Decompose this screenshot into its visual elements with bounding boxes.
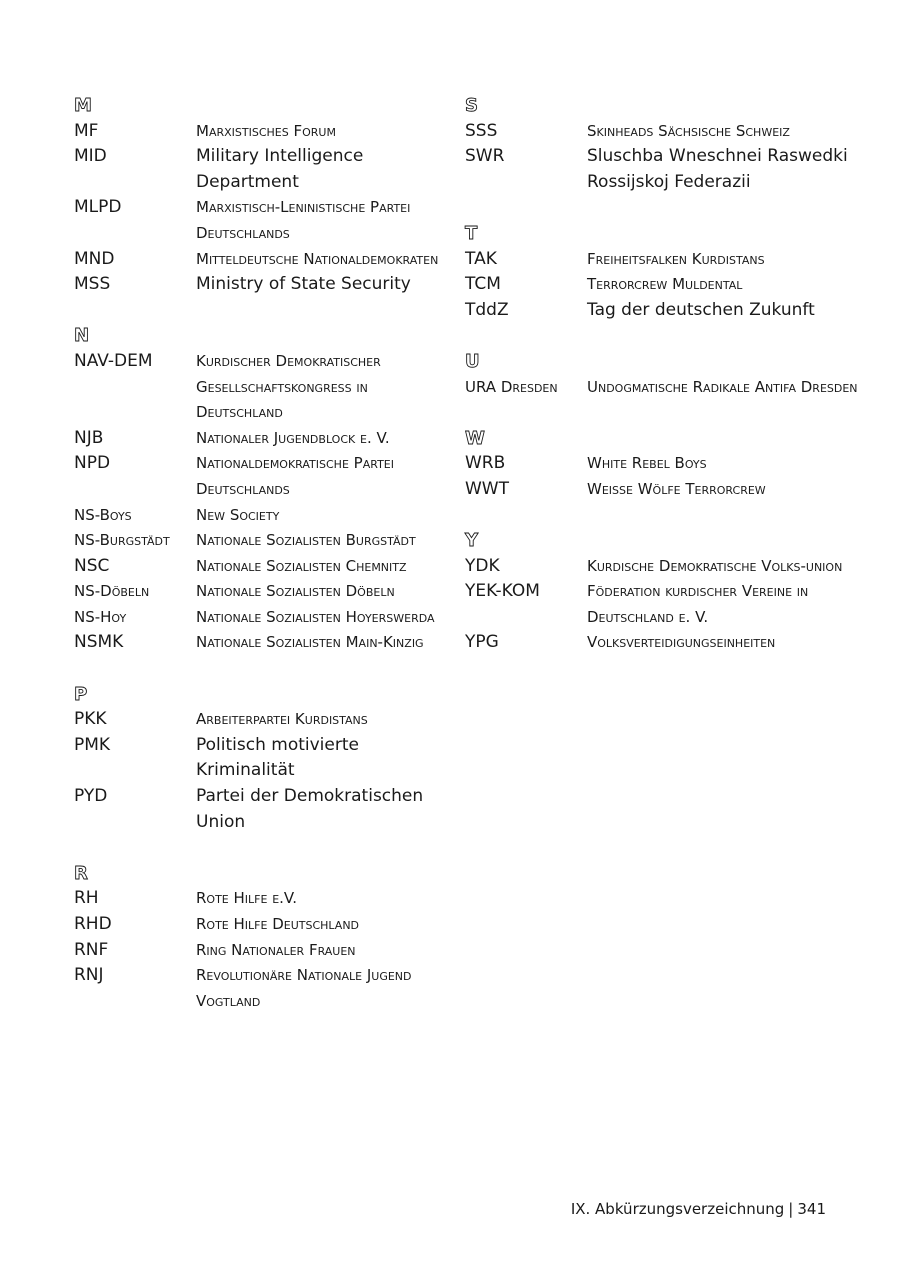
definition: White Rebel Boys (587, 454, 707, 473)
abbreviation: YPG (465, 632, 499, 653)
abbreviation-entry (465, 119, 865, 145)
abbreviation: NPD (74, 453, 111, 474)
abbreviation-entry (74, 349, 454, 426)
abbreviation: RNJ (74, 965, 104, 986)
section-y (465, 528, 865, 656)
definition: Undogmatische Radikale Antifa Dresden (587, 377, 858, 396)
definition: Nationaler Jugendblock e. V. (196, 428, 390, 447)
section-letter: T (465, 222, 478, 244)
footer-separator: | (788, 1200, 794, 1218)
definition: Ministry of State Security (196, 274, 411, 295)
page-footer (571, 1198, 826, 1220)
abbreviation: SWR (465, 146, 505, 167)
abbreviation: SSS (465, 120, 498, 141)
section-r (74, 861, 454, 1015)
chapter-title: IX. Abkürzungsverzeichnung (570, 1200, 785, 1218)
abbreviation-entry (74, 938, 454, 964)
abbreviation-entry (74, 195, 454, 246)
definition: Marxistisch-Leninistische Partei Deutschlands (196, 198, 411, 242)
section-letter: R (74, 862, 88, 884)
abbreviation-entry (465, 272, 865, 298)
definition: Arbeiterpartei Kurdistans (196, 710, 368, 729)
abbreviation-entry (74, 707, 454, 733)
section-letter: S (465, 95, 478, 116)
definition: Rote Hilfe e.V. (196, 889, 298, 908)
abbreviation-entry (74, 144, 454, 195)
definition: Nationale Sozialisten Döbeln (196, 582, 395, 601)
abbreviation: MLPD (74, 197, 122, 218)
definition: Volksverteidigungseinheiten (587, 633, 776, 652)
abbreviation: PKK (74, 709, 107, 730)
definition: Marxistisches Forum (196, 121, 336, 140)
abbreviation: MSS (74, 274, 111, 295)
abbreviation-entry (465, 247, 865, 273)
abbreviation-entry (465, 144, 865, 195)
abbreviation-entry (465, 375, 865, 401)
definition: Politisch motivierte Kriminalität (196, 734, 359, 781)
abbreviation-entry (465, 579, 865, 630)
abbreviation: YDK (465, 555, 500, 576)
definition: Nationaldemokratische Partei Deutschlands (196, 454, 394, 498)
abbreviation: MF (74, 120, 99, 141)
definition: Kurdische Demokratische Volks-union (587, 556, 843, 575)
abbreviation: YEK-KOM (465, 581, 540, 602)
abbreviation: TAK (465, 248, 497, 269)
definition: Tag der deutschen Zukunft (587, 299, 815, 320)
right-column (465, 93, 865, 656)
section-u (465, 349, 865, 400)
abbreviation: NS-Burgstädt (74, 531, 170, 550)
section-letter: P (74, 683, 88, 705)
section-letter: Y (465, 530, 479, 552)
abbreviation-entry (465, 477, 865, 503)
abbreviation: RH (74, 888, 99, 909)
abbreviation-entry (74, 579, 454, 605)
abbreviation-entry (465, 298, 865, 324)
definition: New Society (196, 505, 280, 524)
abbreviation: NS-Hoy (74, 607, 127, 626)
definition: Freiheitsfalken Kurdistans (587, 249, 765, 268)
abbreviation-entry (74, 528, 454, 554)
definition: Nationale Sozialisten Main-Kinzig (196, 633, 424, 652)
abbreviation-entry (74, 733, 454, 784)
abbreviation: NS-Boys (74, 505, 132, 524)
section-n (74, 323, 454, 656)
definition: Nationale Sozialisten Chemnitz (196, 556, 407, 575)
definition: Ring Nationaler Frauen (196, 940, 356, 959)
section-p (74, 682, 454, 836)
abbreviation-entry (74, 272, 454, 298)
abbreviation-entry (74, 605, 454, 631)
abbreviation: MND (74, 248, 115, 269)
abbreviation-entry (74, 963, 454, 1014)
abbreviation: TCM (465, 274, 501, 295)
abbreviation-entry (465, 630, 865, 656)
abbreviation: RNF (74, 939, 109, 960)
abbreviation-entry (74, 426, 454, 452)
abbreviation: NAV-DEM (74, 350, 153, 371)
abbreviation-entry (74, 247, 454, 273)
section-letter: N (74, 325, 90, 347)
abbreviation-entry (465, 554, 865, 580)
section-letter: M (74, 95, 92, 116)
abbreviation: TddZ (465, 299, 509, 320)
abbreviation-entry (74, 451, 454, 502)
definition: Partei der Demokratischen Union (196, 786, 424, 832)
abbreviation-entry (74, 886, 454, 912)
section-w (465, 426, 865, 503)
definition: Föderation kurdischer Vereine in Deutschland e. V. (587, 582, 809, 626)
abbreviation-entry (74, 554, 454, 580)
abbreviation: PMK (74, 734, 111, 755)
definition: Rote Hilfe Deutschland (196, 915, 360, 933)
section-t (465, 221, 865, 323)
abbreviation: MID (74, 146, 107, 167)
definition: Military Intelligence Department (196, 146, 364, 192)
definition: Nationale Sozialisten Burgstädt (196, 531, 416, 550)
abbreviation: RHD (74, 914, 112, 934)
definition: Skinheads Sächsische Schweiz (587, 121, 790, 140)
section-letter: W (465, 427, 485, 449)
abbreviation-entry (74, 912, 454, 938)
abbreviation-entry (74, 630, 454, 656)
definition: Terrorcrew Muldental (587, 275, 743, 294)
left-column (74, 93, 454, 1014)
definition: Nationale Sozialisten Hoyerswerda (196, 607, 435, 626)
abbreviation-entry (74, 503, 454, 529)
abbreviation: NS-Döbeln (74, 582, 150, 601)
definition: Kurdischer Demokratischer Gesellschaftskongress in Deutschland (196, 351, 381, 422)
abbreviation-entry (465, 451, 865, 477)
page-number: 341 (797, 1200, 826, 1218)
abbreviation: WWT (465, 478, 510, 499)
abbreviation: NSC (74, 555, 110, 576)
section-m (74, 93, 454, 298)
abbreviation: URA Dresden (465, 377, 558, 396)
abbreviation: NJB (74, 427, 104, 448)
section-letter: U (465, 350, 480, 372)
definition: Sluschba Wneschnei Raswedki Rossijskoj Federazii (587, 146, 848, 192)
abbreviation: NSMK (74, 632, 124, 653)
definition: Weisse Wölfe Terrorcrew (587, 479, 766, 498)
section-s (465, 93, 865, 195)
abbreviation: PYD (74, 786, 108, 807)
definition: Mitteldeutsche Nationaldemokraten (196, 249, 439, 268)
abbreviation-entry (74, 784, 454, 835)
abbreviation-entry (74, 119, 454, 145)
definition: Revolutionäre Nationale Jugend Vogtland (196, 966, 412, 1010)
abbreviation: WRB (465, 453, 506, 474)
